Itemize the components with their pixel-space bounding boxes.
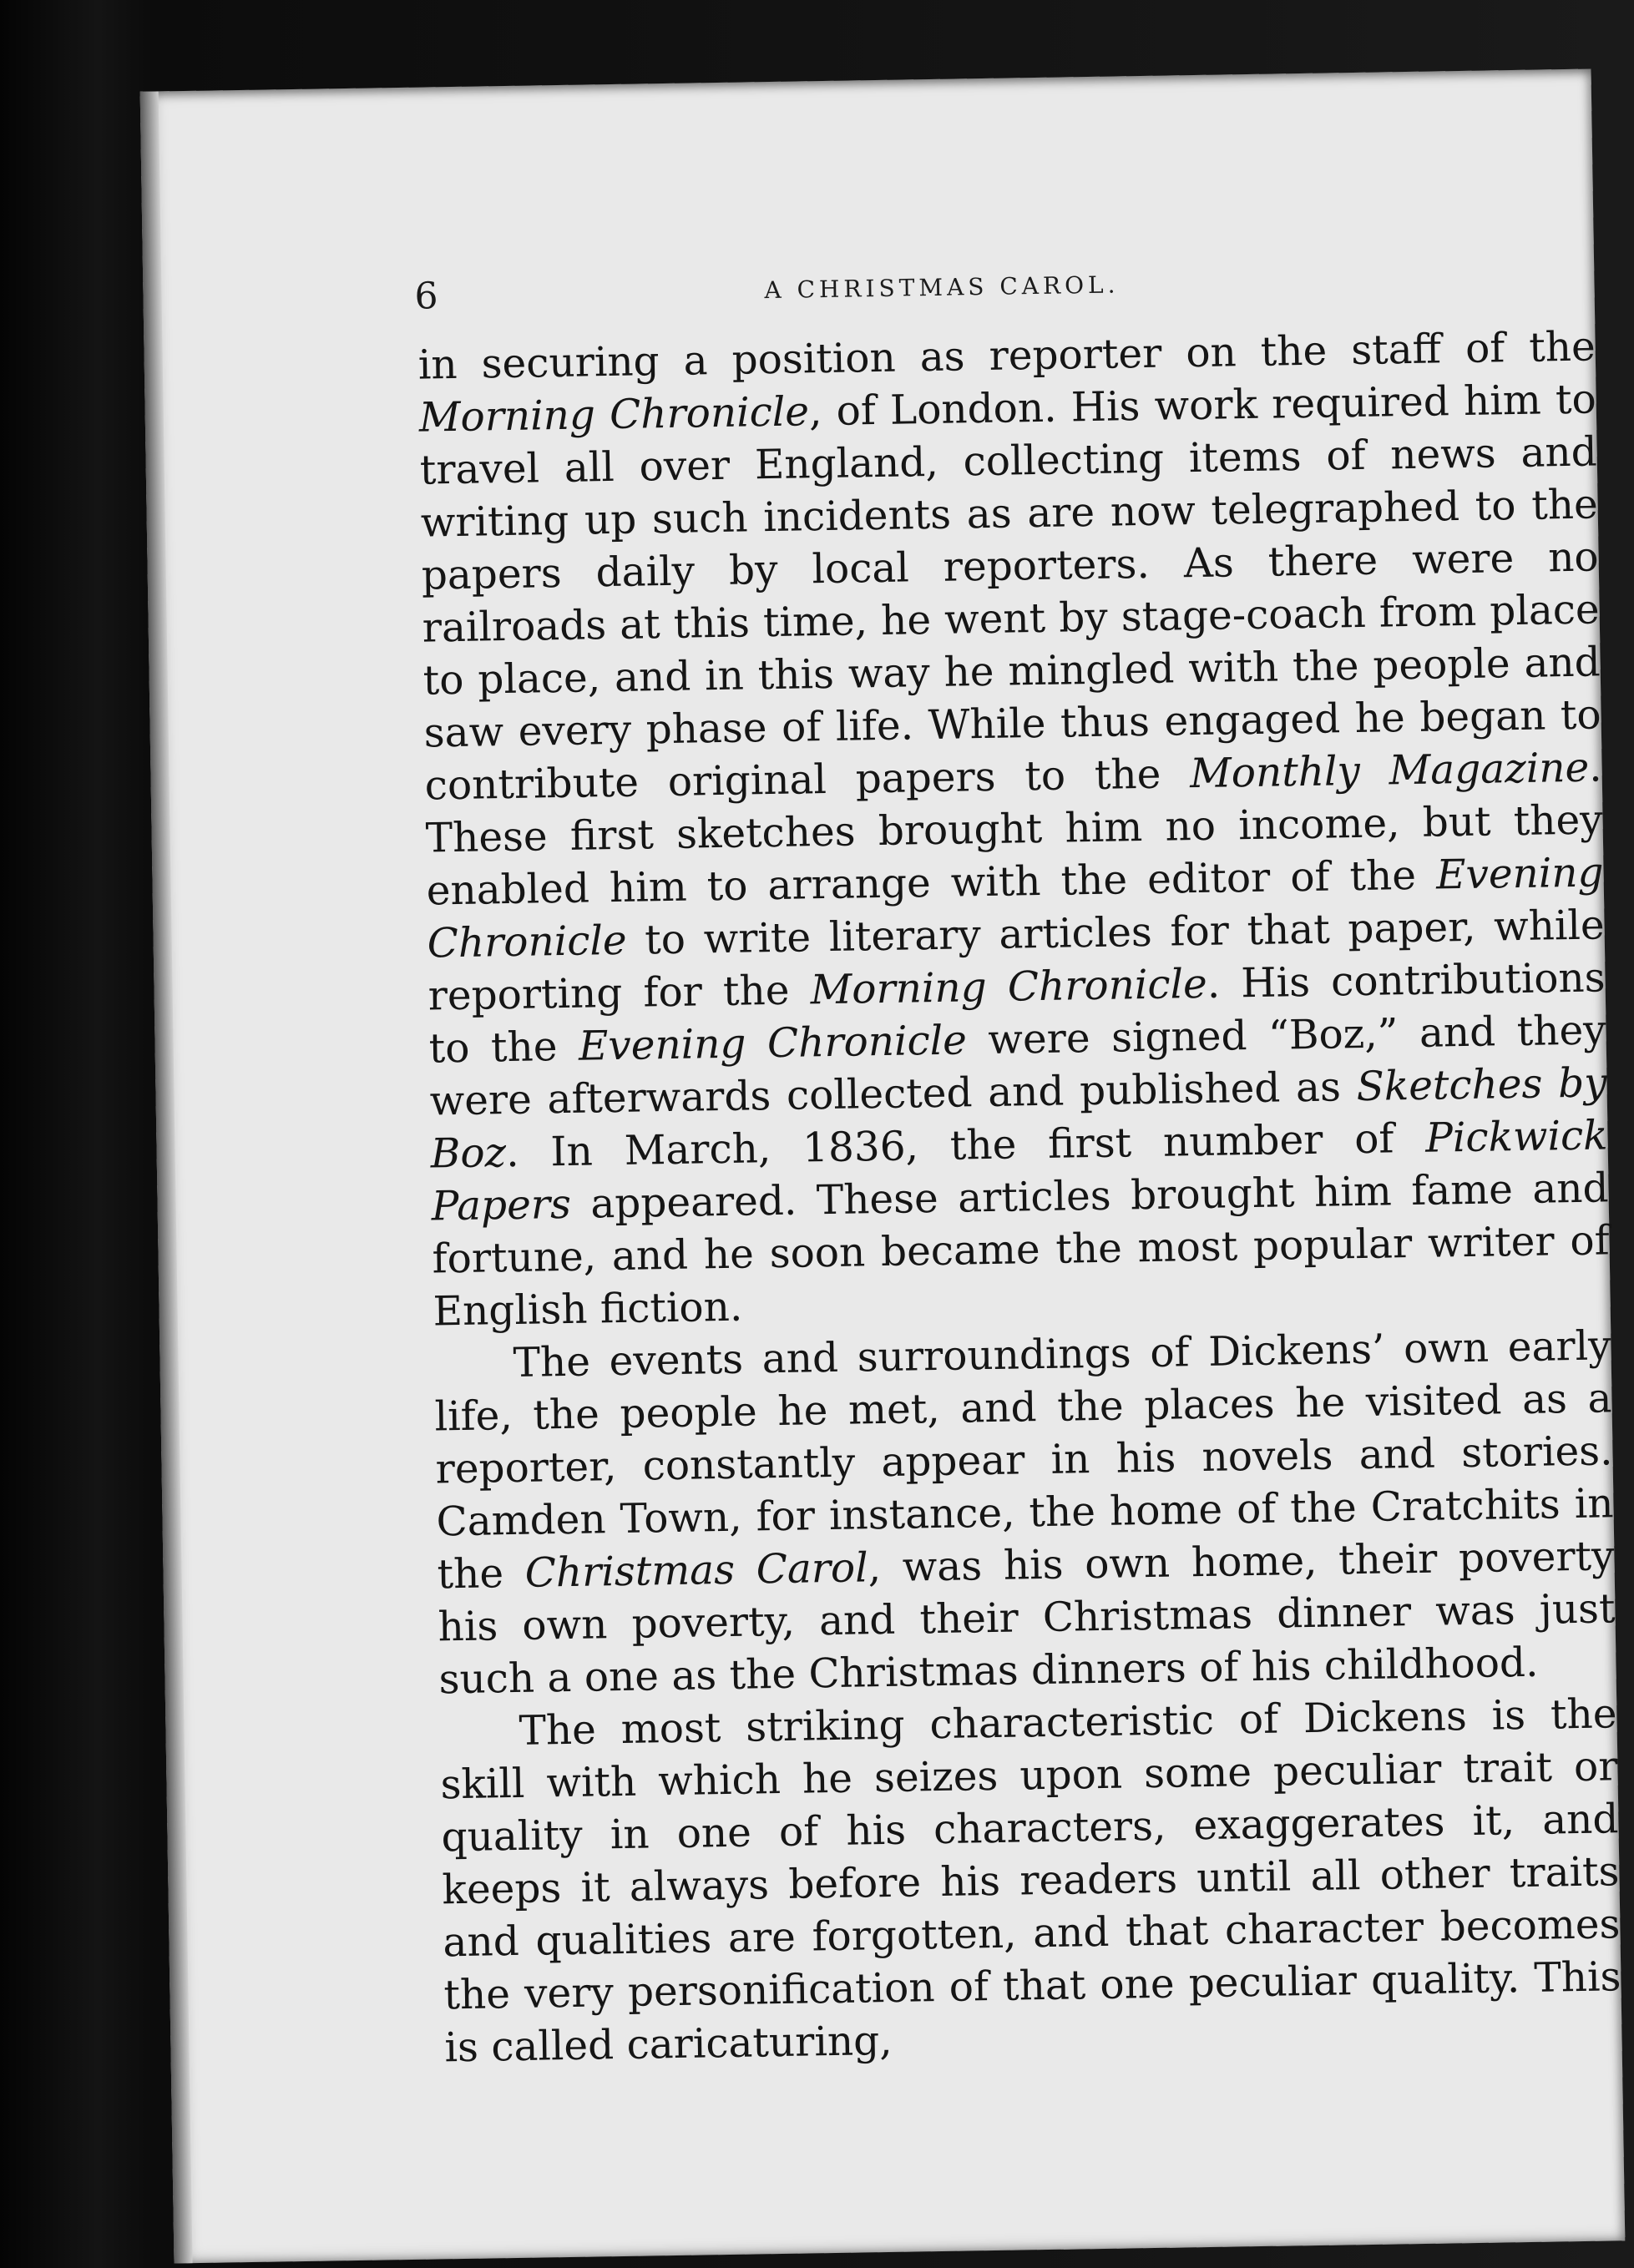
paragraph-1	[417, 321, 1611, 1338]
text-segment: , was his own home, their poverty his own poverty, and their Christmas dinner was just such a one as the Christmas dinners of his childhood.	[438, 1533, 1616, 1704]
italic-title-text: Sketches by Boz	[430, 1059, 1607, 1178]
text-segment: . His contributions to the	[428, 954, 1606, 1073]
italic-title-text: Pickwick Papers	[431, 1112, 1608, 1230]
body-text	[417, 321, 1621, 2074]
text-segment: to write literary articles for that paper, while reporting for the	[427, 902, 1606, 1020]
italic-title-text: Christmas Carol	[524, 1544, 869, 1597]
text-segment: . In March, 1836, the first number of	[505, 1114, 1426, 1177]
paragraph-3	[439, 1688, 1622, 2074]
book-page	[140, 69, 1626, 2264]
running-head	[414, 259, 1470, 326]
text-segment: The events and surroundings of Dickens’ own early life, the people he met, and the places he visited as a reporter, constantly appear in his novels and stories. Camden Town, for instance, the home of the Cratchits in the	[434, 1322, 1614, 1599]
text-segment: in securing a position as reporter on the staff of the	[417, 323, 1596, 389]
italic-title-text: Evening Chronicle	[578, 1017, 968, 1070]
text-segment: were signed “Boz,” and they were afterwards collected and published as	[429, 1007, 1607, 1125]
text-segment: . These first sketches brought him no income, but they enabled him to arrange with the editor of the	[425, 744, 1604, 915]
running-title: A CHRISTMAS CAROL.	[764, 270, 1120, 305]
page-number: 6	[414, 275, 438, 318]
italic-title-text: Monthly Magazine	[1189, 744, 1590, 798]
text-segment: , of London. His work required him to travel all over England, collecting items of news and writing up such incidents as are now telegraphed to the papers daily by local reporters. As there were no railroads at this time, he went by stage-coach from place to place, and in this way he mingled with the people and saw every phase of life. While thus engaged he began to contribute original papers to the	[419, 376, 1602, 810]
italic-title-text: Morning Chronicle	[418, 388, 810, 442]
text-segment: appeared. These articles brought him fame and fortune, and he soon became the most popular writer of English fiction.	[432, 1164, 1610, 1336]
paragraph-2	[433, 1320, 1616, 1706]
italic-title-text: Evening Chronicle	[427, 849, 1605, 967]
text-segment: The most striking characteristic of Dickens is the skill with which he seizes upon some peculiar trait or quality in one of his characters, exaggerates it, and keeps it always before his readers until all other traits and qualities are forgotten, and that character becomes the very personification of that one peculiar quality. This is called caricaturing,	[440, 1690, 1621, 2072]
italic-title-text: Morning Chronicle	[810, 960, 1208, 1014]
